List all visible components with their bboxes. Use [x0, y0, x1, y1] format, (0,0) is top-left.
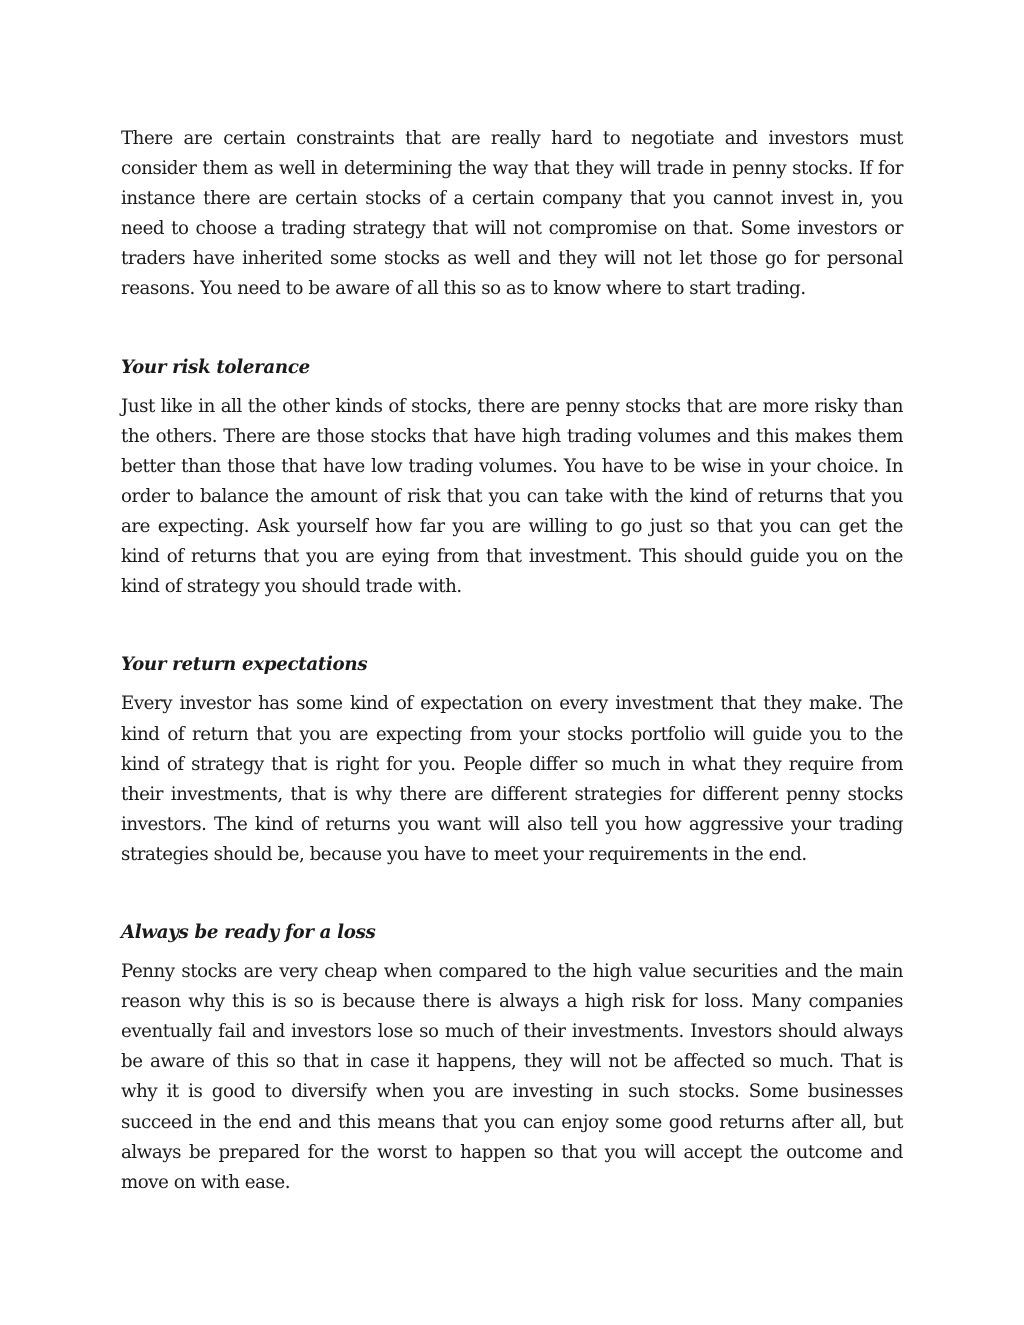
- paragraph-ready-for-loss: Penny stocks are very cheap when compared to the high value securities and the main reason why this is so is because there is always a high risk for loss. Many companies eventually fail and investors lose so much of their investments. Investors should always be aware of this so that in case it happens, they will not be affected so much. That is why it is good to diversify when you are investing in such stocks. Some businesses succeed in the end and this means that you can enjoy some good returns after all, but always be prepared for the worst to happen so that you will accept the outcome and move on with ease.: [121, 961, 903, 1193]
- heading-return-expectations: Your return expectations: [121, 654, 368, 676]
- paragraph-return-expectations: Every investor has some kind of expectation on every investment that they make. The kind of return that you are expecting from your stocks portfolio will guide you to the kind of strategy that is right for you. People differ so much in what they require from their investments, that is why there are different strategies for different penny stocks investors. The kind of returns you want will also tell you how aggressive your trading strategies should be, because you have to meet your requirements in the end.: [121, 693, 903, 865]
- intro-paragraph: There are certain constraints that are really hard to negotiate and investors must consider them as well in determining the way that they will trade in penny stocks. If for instance there are certain stocks of a certain company that you cannot invest in, you need to choose a trading strategy that will not compromise on that. Some investors or traders have inherited some stocks as well and they will not let those go for personal reasons. You need to be aware of all this so as to know where to start trading.: [121, 128, 903, 300]
- paragraph-risk-tolerance: Just like in all the other kinds of stocks, there are penny stocks that are more risky than the others. There are those stocks that have high trading volumes and this makes them better than those that have low trading volumes. You have to be wise in your choice. In order to balance the amount of risk that you can take with the kind of returns that you are expecting. Ask yourself how far you are willing to go just so that you can get the kind of returns that you are eying from that investment. This should guide you on the kind of strategy you should trade with.: [121, 395, 903, 598]
- heading-risk-tolerance: Your risk tolerance: [121, 356, 310, 378]
- heading-ready-for-loss: Always be ready for a loss: [121, 921, 376, 943]
- document-body: [121, 124, 903, 1198]
